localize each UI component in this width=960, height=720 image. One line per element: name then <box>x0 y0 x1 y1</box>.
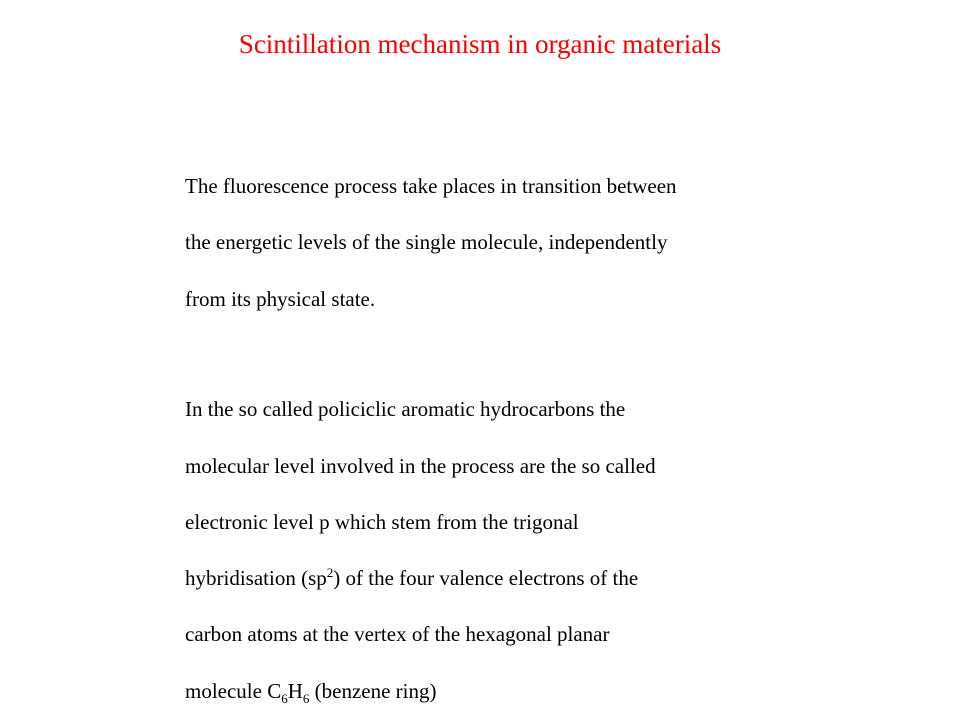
paragraph2-line6 <box>185 677 437 705</box>
slide-title: Scintillation mechanism in organic materials <box>238 29 722 59</box>
line6-mid: H <box>287 679 303 703</box>
paragraph1-line3: from its physical state. <box>185 287 376 311</box>
line6-suffix: (benzene ring) <box>309 679 437 703</box>
paragraph2-line3: electronic level p which stem from the trigonal <box>185 510 579 534</box>
paragraph1-line2: the energetic levels of the single molecule, independently <box>185 230 668 254</box>
paragraph1-line1: The fluorescence process take places in transition between <box>185 174 677 198</box>
line6-subscript-2: 6 <box>302 691 310 706</box>
paragraph2-line2: molecular level involved in the process are the so called <box>185 454 656 478</box>
line4-superscript: 2 <box>326 565 334 580</box>
paragraph2-line4 <box>185 564 638 592</box>
paragraph2-line5: carbon atoms at the vertex of the hexagonal planar <box>185 622 610 646</box>
line4-prefix: hybridisation (sp <box>185 566 327 590</box>
line6-prefix: molecule C <box>185 679 282 703</box>
line4-suffix: ) of the four valence electrons of the <box>333 566 639 590</box>
paragraph2-line1: In the so called policiclic aromatic hydrocarbons the <box>185 397 626 421</box>
line6-subscript-1: 6 <box>281 691 288 706</box>
